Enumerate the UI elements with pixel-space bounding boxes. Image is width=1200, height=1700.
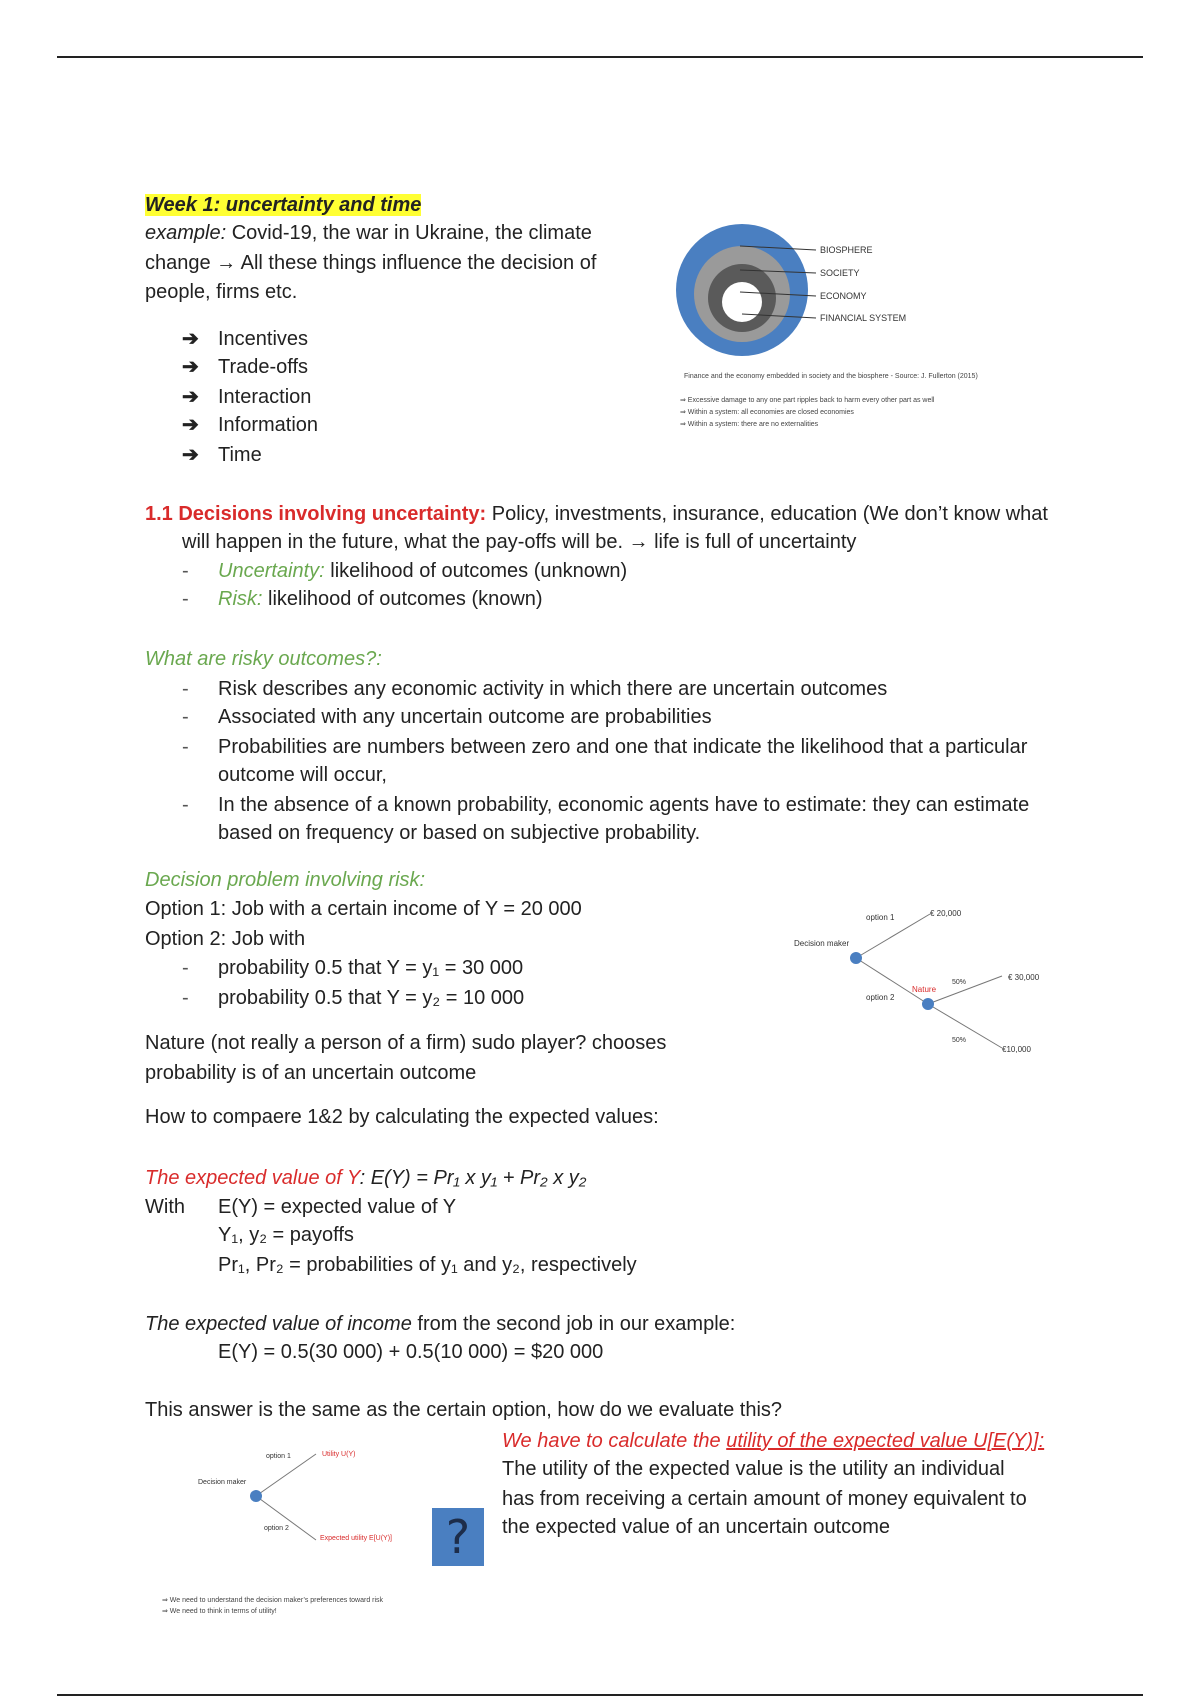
page-title <box>145 191 421 219</box>
intro-text-1: Covid-19, the war in Ukraine, the climate <box>226 222 592 244</box>
risk-term: Risk: <box>218 588 263 610</box>
arrow-icon: ➔ <box>182 386 199 408</box>
top-rule <box>57 56 1143 58</box>
arrow-item-label: Interaction <box>218 386 312 408</box>
tree2-decision-maker: Decision maker <box>198 1479 247 1486</box>
decision-tree-2 <box>196 1440 436 1590</box>
decision-option-2: Option 2: Job with <box>145 928 306 950</box>
decision-node <box>850 952 862 964</box>
risky-item-text: Risk describes any economic activity in which there are uncertain outcomes <box>218 678 888 700</box>
income-line <box>145 1310 735 1338</box>
biosphere-note-3: ⇒ Within a system: there are no externalities <box>680 421 819 428</box>
risky-item-1: - Risk describes any economic activity in which there are uncertain outcomes <box>182 678 888 700</box>
intro-line-1 <box>145 219 592 247</box>
biosphere-note-1: ⇒ Excessive damage to any one part ripples back to harm every other part as well <box>680 397 935 404</box>
section-1-1-line-2: will happen in the future, what the pay-offs will be. → life is full of uncertainty <box>182 531 857 553</box>
uncertainty-item: - Uncertainty: likelihood of outcomes (unknown) <box>182 560 628 582</box>
tree1-prob-up: 50% <box>952 979 967 986</box>
income-rest: from the second job in our example: <box>411 1313 736 1335</box>
decision-tree-1 <box>790 902 1060 1062</box>
tree1-value-3: €10,000 <box>1002 1045 1031 1054</box>
tree2-option-1: option 1 <box>266 1453 291 1460</box>
arrow-icon: ➔ <box>182 356 199 378</box>
tree1-option-1: option 1 <box>866 913 895 922</box>
question-mark-icon: ? <box>432 1508 484 1566</box>
risky-item-text: In the absence of a known probability, economic agents have to estimate: they can estimate <box>218 794 1030 816</box>
label-economy: ECONOMY <box>820 291 867 301</box>
prob-text: probability 0.5 that Y = y₂ = 10 000 <box>218 987 525 1009</box>
section-1-1-line-1 <box>145 500 1048 528</box>
utility-line-1: The utility of the expected value is the utility an individual <box>502 1458 1005 1480</box>
nature-node <box>922 998 934 1010</box>
tree2-option-2: option 2 <box>264 1525 289 1532</box>
risky-item-4: - In the absence of a known probability, economic agents have to estimate: they can estimate <box>182 794 1030 816</box>
arrow-item-label: Trade-offs <box>218 356 309 378</box>
tree1-value-2: € 30,000 <box>1008 973 1040 982</box>
tree2-decision-node <box>250 1490 262 1502</box>
expected-value-title: The expected value of Y <box>145 1167 360 1189</box>
expected-value-line <box>145 1164 586 1192</box>
compare-line: How to compaere 1&2 by calculating the expected values: <box>145 1106 659 1128</box>
tree1-prob-down: 50% <box>952 1037 967 1044</box>
tree1-option-2: option 2 <box>866 993 895 1002</box>
prob-item-1: - probability 0.5 that Y = y₁ = 30 000 <box>182 957 524 979</box>
tree1-nature: Nature <box>912 985 937 994</box>
biosphere-caption: Finance and the economy embedded in society and the biosphere - Source: J. Fullerton (2015) <box>684 373 978 380</box>
utility-title <box>502 1427 1044 1455</box>
risk-item: - Risk: likelihood of outcomes (known) <box>182 588 543 610</box>
utility-line-2: has from receiving a certain amount of money equivalent to <box>502 1488 1027 1510</box>
utility-line-3: the expected value of an uncertain outcome <box>502 1516 891 1538</box>
risky-item-4-cont: based on frequency or based on subjective probability. <box>218 822 701 844</box>
utility-title-underlined: utility of the expected value U[E(Y)]: <box>726 1430 1045 1452</box>
intro-line-2: change → All these things influence the decision of <box>145 252 597 274</box>
label-biosphere: BIOSPHERE <box>820 245 873 255</box>
utility-title-pre: We have to calculate the <box>502 1430 727 1452</box>
arrow-item-information <box>182 411 318 439</box>
risky-item-text: Associated with any uncertain outcome are probabilities <box>218 706 712 728</box>
nature-line-2: probability is of an uncertain outcome <box>145 1062 477 1084</box>
uncertainty-desc: likelihood of outcomes (unknown) <box>324 560 628 582</box>
arrow-item-time <box>182 441 262 469</box>
label-society: SOCIETY <box>820 268 860 278</box>
tree2-expected-utility-label: Expected utility E[U(Y)] <box>320 1535 392 1542</box>
arrow-item-label: Time <box>218 444 262 466</box>
risky-item-text: Probabilities are numbers between zero and one that indicate the likelihood that a particular <box>218 736 1028 758</box>
definition-2: Y₁, y₂ = payoffs <box>218 1224 354 1246</box>
arrow-item-label: Information <box>218 414 319 436</box>
decision-option-1: Option 1: Job with a certain income of Y = 20 000 <box>145 898 582 920</box>
intro-line-3: people, firms etc. <box>145 281 298 303</box>
bottom-rule <box>57 1694 1143 1696</box>
tree2-utility-label: Utility U(Y) <box>322 1451 356 1458</box>
risky-item-2: - Associated with any uncertain outcome are probabilities <box>182 706 712 728</box>
arrow-item-incentives <box>182 325 308 353</box>
risk-desc: likelihood of outcomes (known) <box>262 588 543 610</box>
tree1-decision-maker: Decision maker <box>794 939 850 948</box>
arrow-icon: ➔ <box>182 328 199 350</box>
biosphere-note-2: ⇒ Within a system: all economies are closed economies <box>680 409 854 416</box>
prob-item-2: - probability 0.5 that Y = y₂ = 10 000 <box>182 987 525 1009</box>
prob-text: probability 0.5 that Y = y₁ = 30 000 <box>218 957 524 979</box>
definition-3: Pr₁, Pr₂ = probabilities of y₁ and y₂, respectively <box>218 1254 637 1276</box>
arrow-icon: ➔ <box>182 444 199 466</box>
label-financial-system: FINANCIAL SYSTEM <box>820 313 907 323</box>
nature-line-1: Nature (not really a person of a firm) sudo player? chooses <box>145 1032 667 1054</box>
intro-example-label: example: <box>145 222 227 244</box>
expected-value-formula: : E(Y) = Pr₁ x y₁ + Pr₂ x y₂ <box>359 1167 587 1189</box>
same-answer-line: This answer is the same as the certain option, how do we evaluate this? <box>145 1399 783 1421</box>
arrow-icon: ➔ <box>182 414 199 436</box>
risky-item-3-cont: outcome will occur, <box>218 764 387 786</box>
income-em: The expected value of income <box>145 1313 412 1335</box>
section-1-1-text: Policy, investments, insurance, education (We don’t know what <box>486 503 1048 525</box>
decision-title: Decision problem involving risk: <box>145 869 426 891</box>
section-1-1-title: 1.1 Decisions involving uncertainty: <box>145 503 487 525</box>
biosphere-diagram <box>670 222 910 362</box>
risky-outcomes-title: What are risky outcomes?: <box>145 648 382 670</box>
arrow-item-label: Incentives <box>218 328 309 350</box>
tree1-value-1: € 20,000 <box>930 909 962 918</box>
calc-line: E(Y) = 0.5(30 000) + 0.5(10 000) = $20 000 <box>218 1341 604 1363</box>
arrow-item-tradeoffs <box>182 353 308 381</box>
tree2-note-1: ⇒ We need to understand the decision maker’s preferences toward risk <box>162 1597 384 1604</box>
arrow-item-interaction <box>182 383 311 411</box>
risky-item-3: - Probabilities are numbers between zero and one that indicate the likelihood that a particular <box>182 736 1028 758</box>
tree2-note-2: ⇒ We need to think in terms of utility! <box>162 1608 277 1615</box>
week-heading: Week 1: uncertainty and time <box>145 194 422 216</box>
uncertainty-term: Uncertainty: <box>218 560 325 582</box>
financial-circle <box>722 282 762 322</box>
with-label: With <box>145 1196 185 1218</box>
definition-1: E(Y) = expected value of Y <box>218 1196 457 1218</box>
